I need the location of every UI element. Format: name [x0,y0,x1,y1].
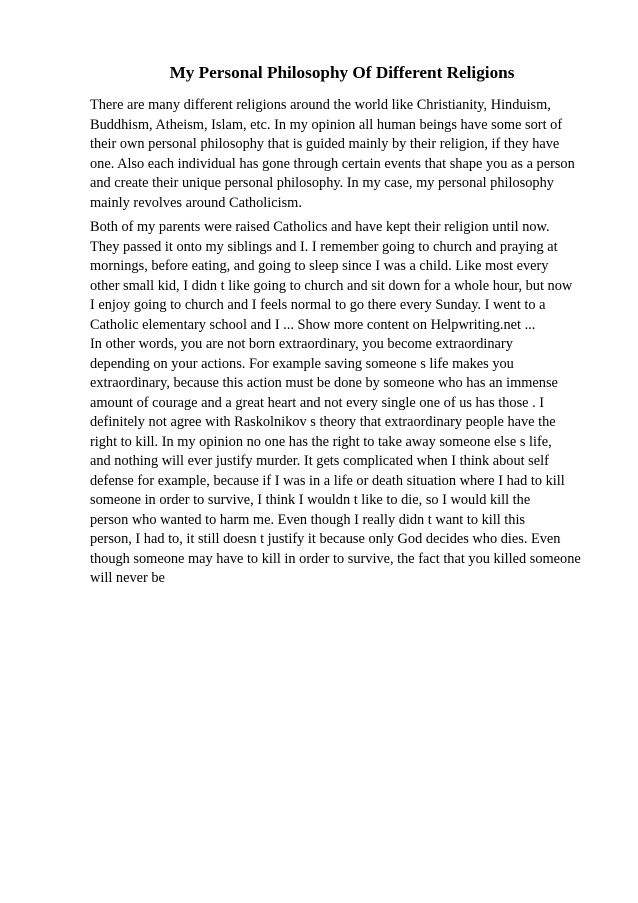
text-line: person, I had to, it still doesn t justify it because only God decides who dies. Even [90,531,561,547]
text-line: extraordinary, because this action must be done by someone who has an immense [90,375,558,391]
document-title: My Personal Philosophy Of Different Religions [169,63,515,82]
text-line: defense for example, because if I was in a life or death situation where I had to kill [90,472,565,489]
text-line: depending on your actions. For example saving someone s life makes you [90,355,514,372]
paragraph-body [90,218,581,589]
text-line: They passed it onto my siblings and I. I remember going to church and praying at [90,238,558,255]
text-line: their own personal philosophy that is guided mainly by their religion, if they have [90,136,560,152]
text-line: and create their unique personal philosophy. In my case, my personal philosophy [90,175,554,191]
text-line: right to kill. In my opinion no one has the right to take away someone else s life, [90,433,552,450]
text-line: amount of courage and a great heart and not every single one of us has those . I [90,394,545,411]
text-line: Both of my parents were raised Catholics and have kept their religion until now. [90,219,550,235]
text-line: Catholic elementary school and I ... Show more content on Helpwriting.net ... [90,316,536,333]
text-line: one. Also each individual has gone through certain events that shape you as a person [90,155,575,172]
paragraph-intro [90,96,575,213]
text-line: will never be [90,570,165,586]
text-line: and nothing will ever justify murder. It gets complicated when I think about self [90,453,549,469]
text-line: person who wanted to harm me. Even though I really didn t want to kill this [90,511,526,528]
text-line: I enjoy going to church and I feels normal to go there every Sunday. I went to a [90,297,546,313]
text-line: mainly revolves around Catholicism. [90,194,302,211]
text-line: Buddhism, Atheism, Islam, etc. In my opinion all human beings have some sort of [90,116,563,133]
text-line: though someone may have to kill in order to survive, the fact that you killed someone [90,550,581,567]
text-line: other small kid, I didn t like going to church and sit down for a whole hour, but now [90,277,573,294]
text-line: There are many different religions around the world like Christianity, Hinduism, [90,97,551,113]
text-line: definitely not agree with Raskolnikov s theory that extraordinary people have the [90,414,556,430]
text-line: someone in order to survive, I think I wouldn t like to die, so I would kill the [90,492,531,508]
text-line: In other words, you are not born extraordinary, you become extraordinary [90,336,513,352]
text-line: mornings, before eating, and going to sleep since I was a child. Like most every [90,258,549,274]
